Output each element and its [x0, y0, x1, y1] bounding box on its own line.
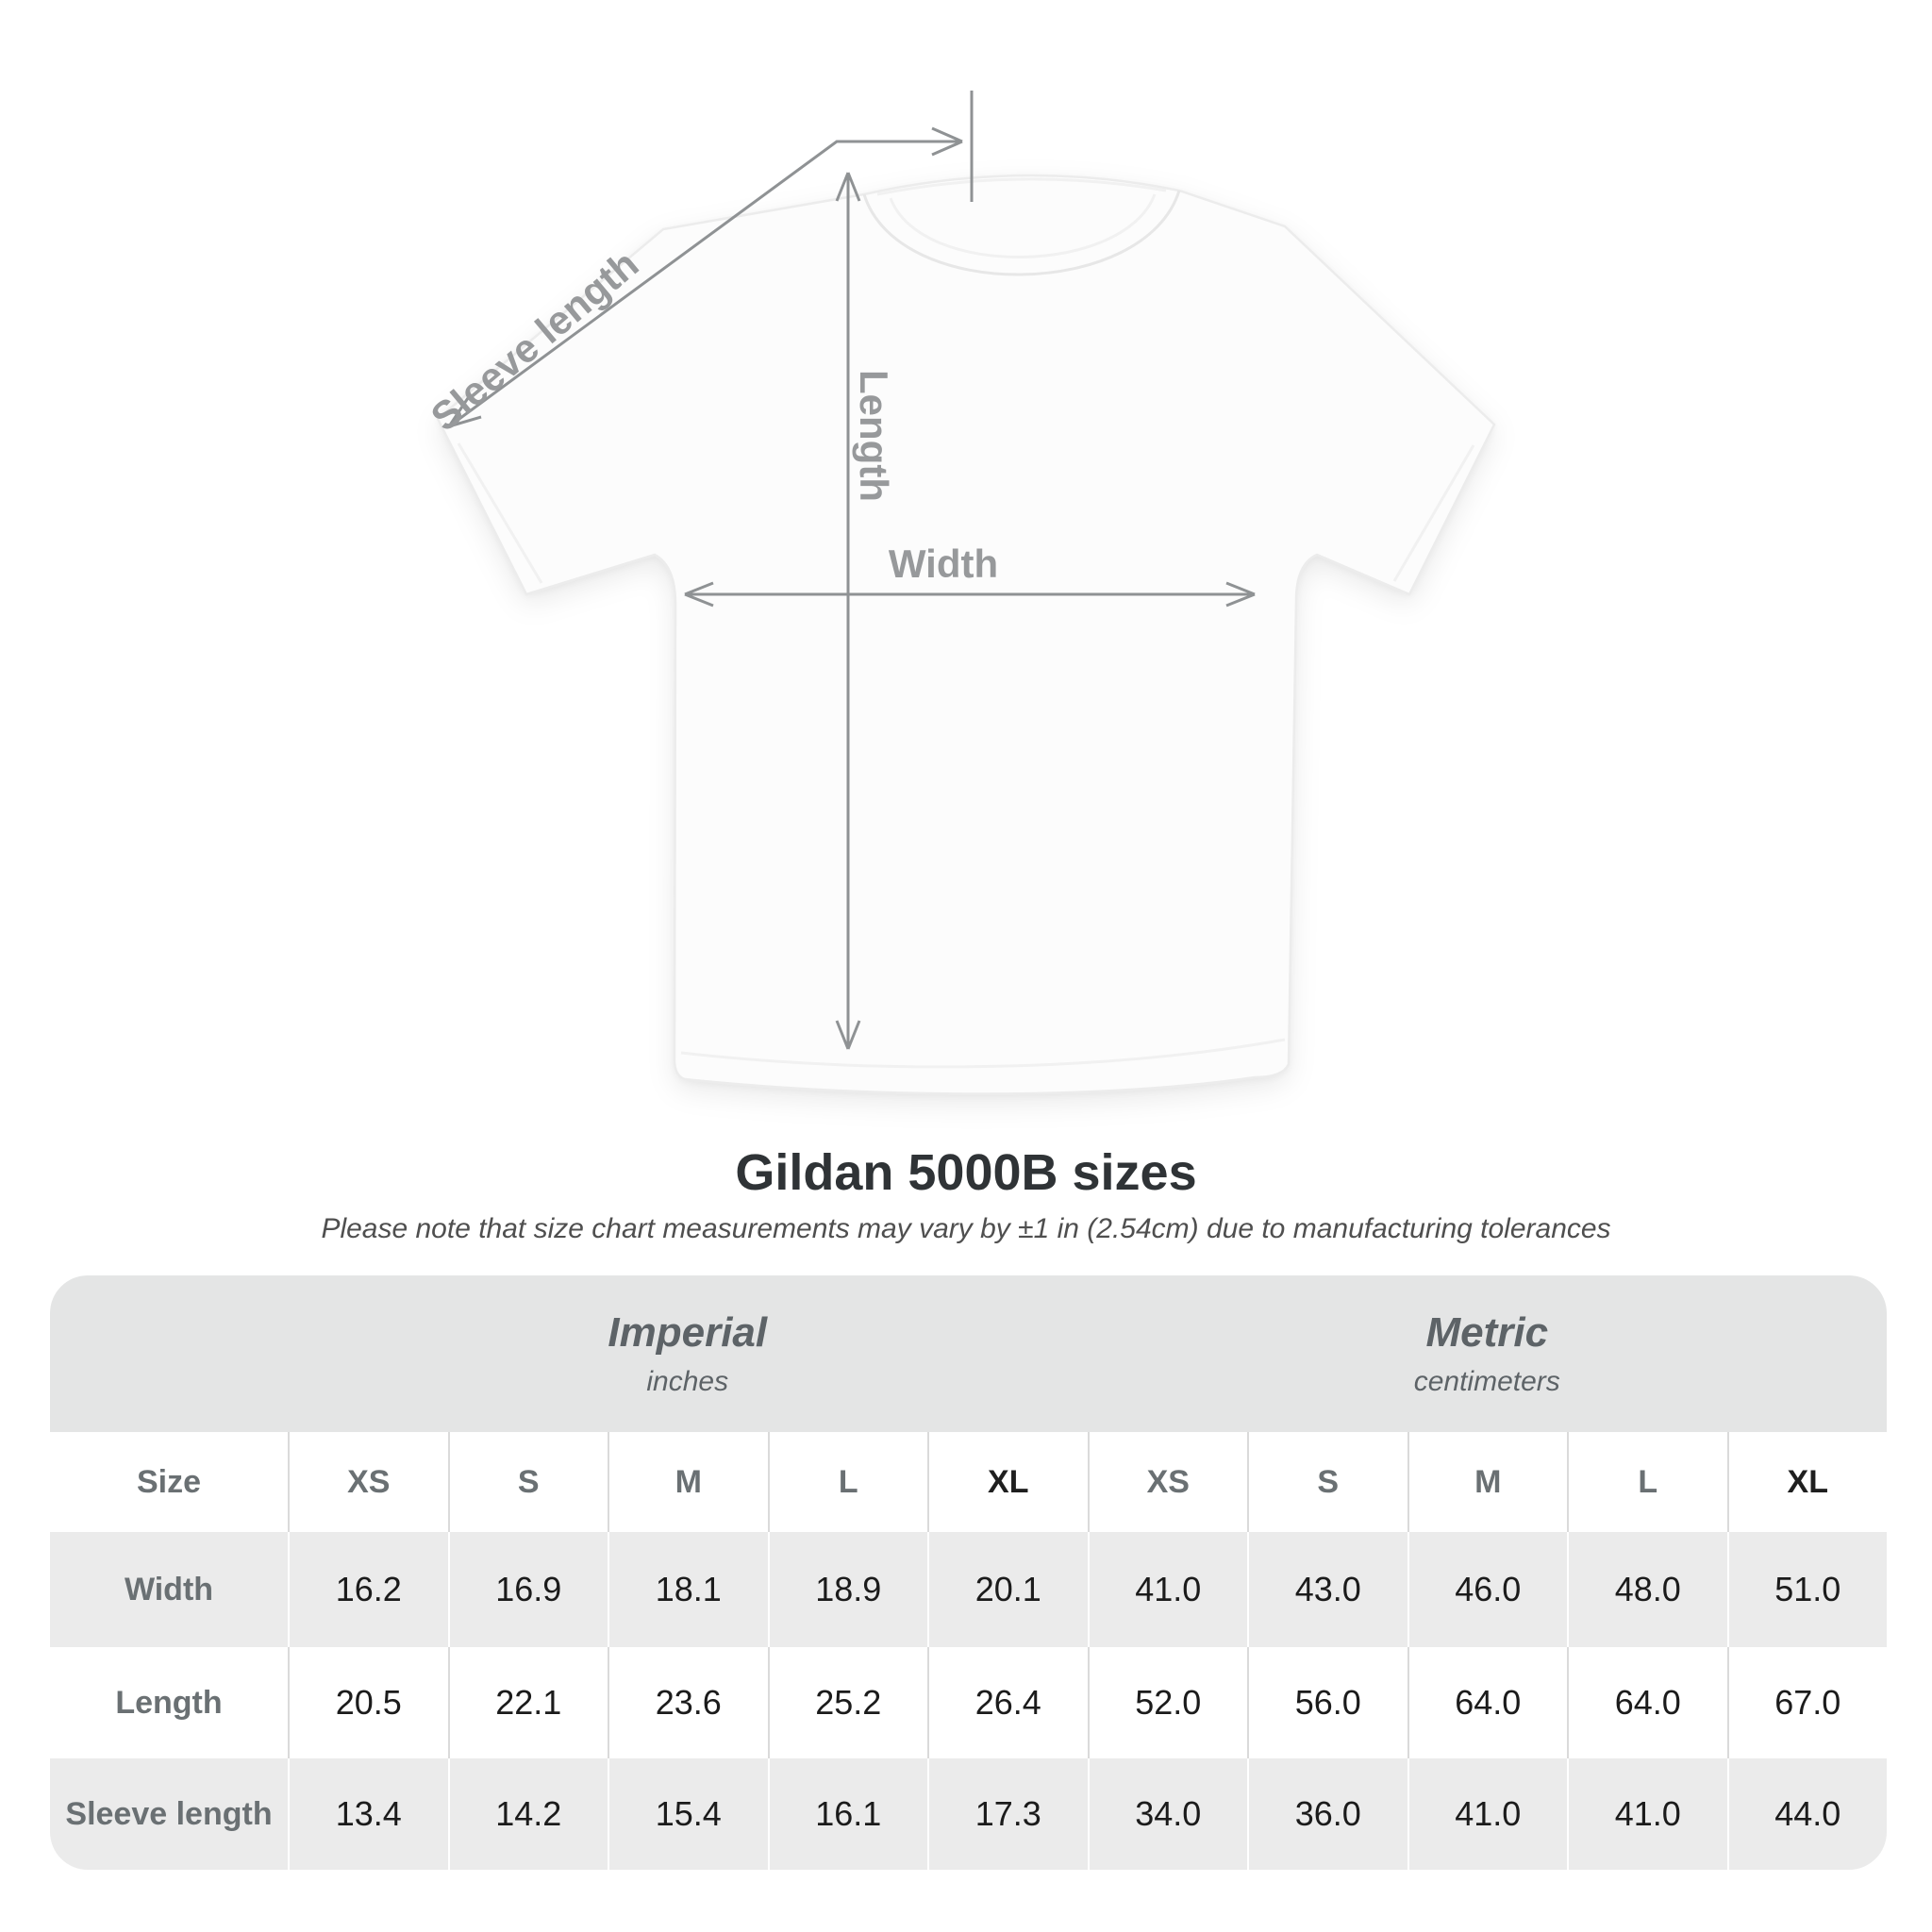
cell-width-imperial-xl: 20.1: [927, 1532, 1088, 1647]
cell-length-imperial-xl: 26.4: [927, 1647, 1088, 1758]
size-col-metric-xs: XS: [1088, 1432, 1248, 1532]
cell-sleeve-imperial-m: 15.4: [608, 1758, 768, 1870]
cell-sleeve-metric-m: 41.0: [1407, 1758, 1568, 1870]
cell-width-metric-xl: 51.0: [1727, 1532, 1888, 1647]
size-header: Size: [136, 1463, 202, 1500]
size-header-row: [50, 1432, 1887, 1532]
cell-width-metric-s: 43.0: [1247, 1532, 1407, 1647]
cell-length-metric-xs: 52.0: [1088, 1647, 1248, 1758]
cell-width-metric-m: 46.0: [1407, 1532, 1568, 1647]
size-col-imperial-s: S: [448, 1432, 608, 1532]
size-col-metric-s: S: [1247, 1432, 1407, 1532]
size-table: [50, 1275, 1887, 1870]
cell-sleeve-imperial-xs: 13.4: [288, 1758, 448, 1870]
metric-label: Metric: [1425, 1309, 1549, 1356]
sleeve-length-label: Sleeve length: [422, 241, 647, 440]
cell-width-imperial-xs: 16.2: [288, 1532, 448, 1647]
cell-sleeve-metric-xl: 44.0: [1727, 1758, 1888, 1870]
row-label: Width: [124, 1571, 214, 1607]
row-label: Length: [115, 1684, 223, 1721]
size-col-metric-l: L: [1567, 1432, 1727, 1532]
cell-sleeve-imperial-xl: 17.3: [927, 1758, 1088, 1870]
cell-sleeve-metric-s: 36.0: [1247, 1758, 1407, 1870]
cell-length-metric-s: 56.0: [1247, 1647, 1407, 1758]
imperial-unit: inches: [646, 1366, 729, 1397]
cell-sleeve-metric-xs: 34.0: [1088, 1758, 1248, 1870]
row-label: Sleeve length: [65, 1795, 273, 1832]
cell-sleeve-imperial-l: 16.1: [768, 1758, 928, 1870]
imperial-label: Imperial: [608, 1309, 768, 1356]
cell-length-imperial-xs: 20.5: [288, 1647, 448, 1758]
size-col-metric-xl: XL: [1727, 1432, 1888, 1532]
table-row-sleeve-length: [50, 1758, 1887, 1870]
size-col-metric-m: M: [1407, 1432, 1568, 1532]
length-label: Length: [852, 370, 896, 502]
table-row-length: [50, 1647, 1887, 1758]
cell-length-metric-m: 64.0: [1407, 1647, 1568, 1758]
cell-width-metric-xs: 41.0: [1088, 1532, 1248, 1647]
cell-length-imperial-s: 22.1: [448, 1647, 608, 1758]
size-col-imperial-xs: XS: [288, 1432, 448, 1532]
cell-width-metric-l: 48.0: [1567, 1532, 1727, 1647]
metric-unit: centimeters: [1413, 1366, 1560, 1397]
table-row-width: [50, 1532, 1887, 1647]
imperial-group-header: [288, 1309, 1088, 1398]
metric-group-header: [1088, 1309, 1888, 1398]
cell-length-metric-l: 64.0: [1567, 1647, 1727, 1758]
cell-length-imperial-m: 23.6: [608, 1647, 768, 1758]
cell-width-imperial-m: 18.1: [608, 1532, 768, 1647]
size-col-imperial-l: L: [768, 1432, 928, 1532]
cell-width-imperial-l: 18.9: [768, 1532, 928, 1647]
size-col-imperial-xl: XL: [927, 1432, 1088, 1532]
tolerance-note: Please note that size chart measurements may vary by ±1 in (2.54cm) due to manufacturing tolerances: [321, 1213, 1611, 1244]
cell-sleeve-metric-l: 41.0: [1567, 1758, 1727, 1870]
cell-width-imperial-s: 16.9: [448, 1532, 608, 1647]
unit-header-band: [50, 1275, 1887, 1432]
size-col-imperial-m: M: [608, 1432, 768, 1532]
cell-length-metric-xl: 67.0: [1727, 1647, 1888, 1758]
width-label: Width: [888, 541, 999, 586]
cell-length-imperial-l: 25.2: [768, 1647, 928, 1758]
chart-title: Gildan 5000B sizes: [735, 1144, 1197, 1201]
cell-sleeve-imperial-s: 14.2: [448, 1758, 608, 1870]
